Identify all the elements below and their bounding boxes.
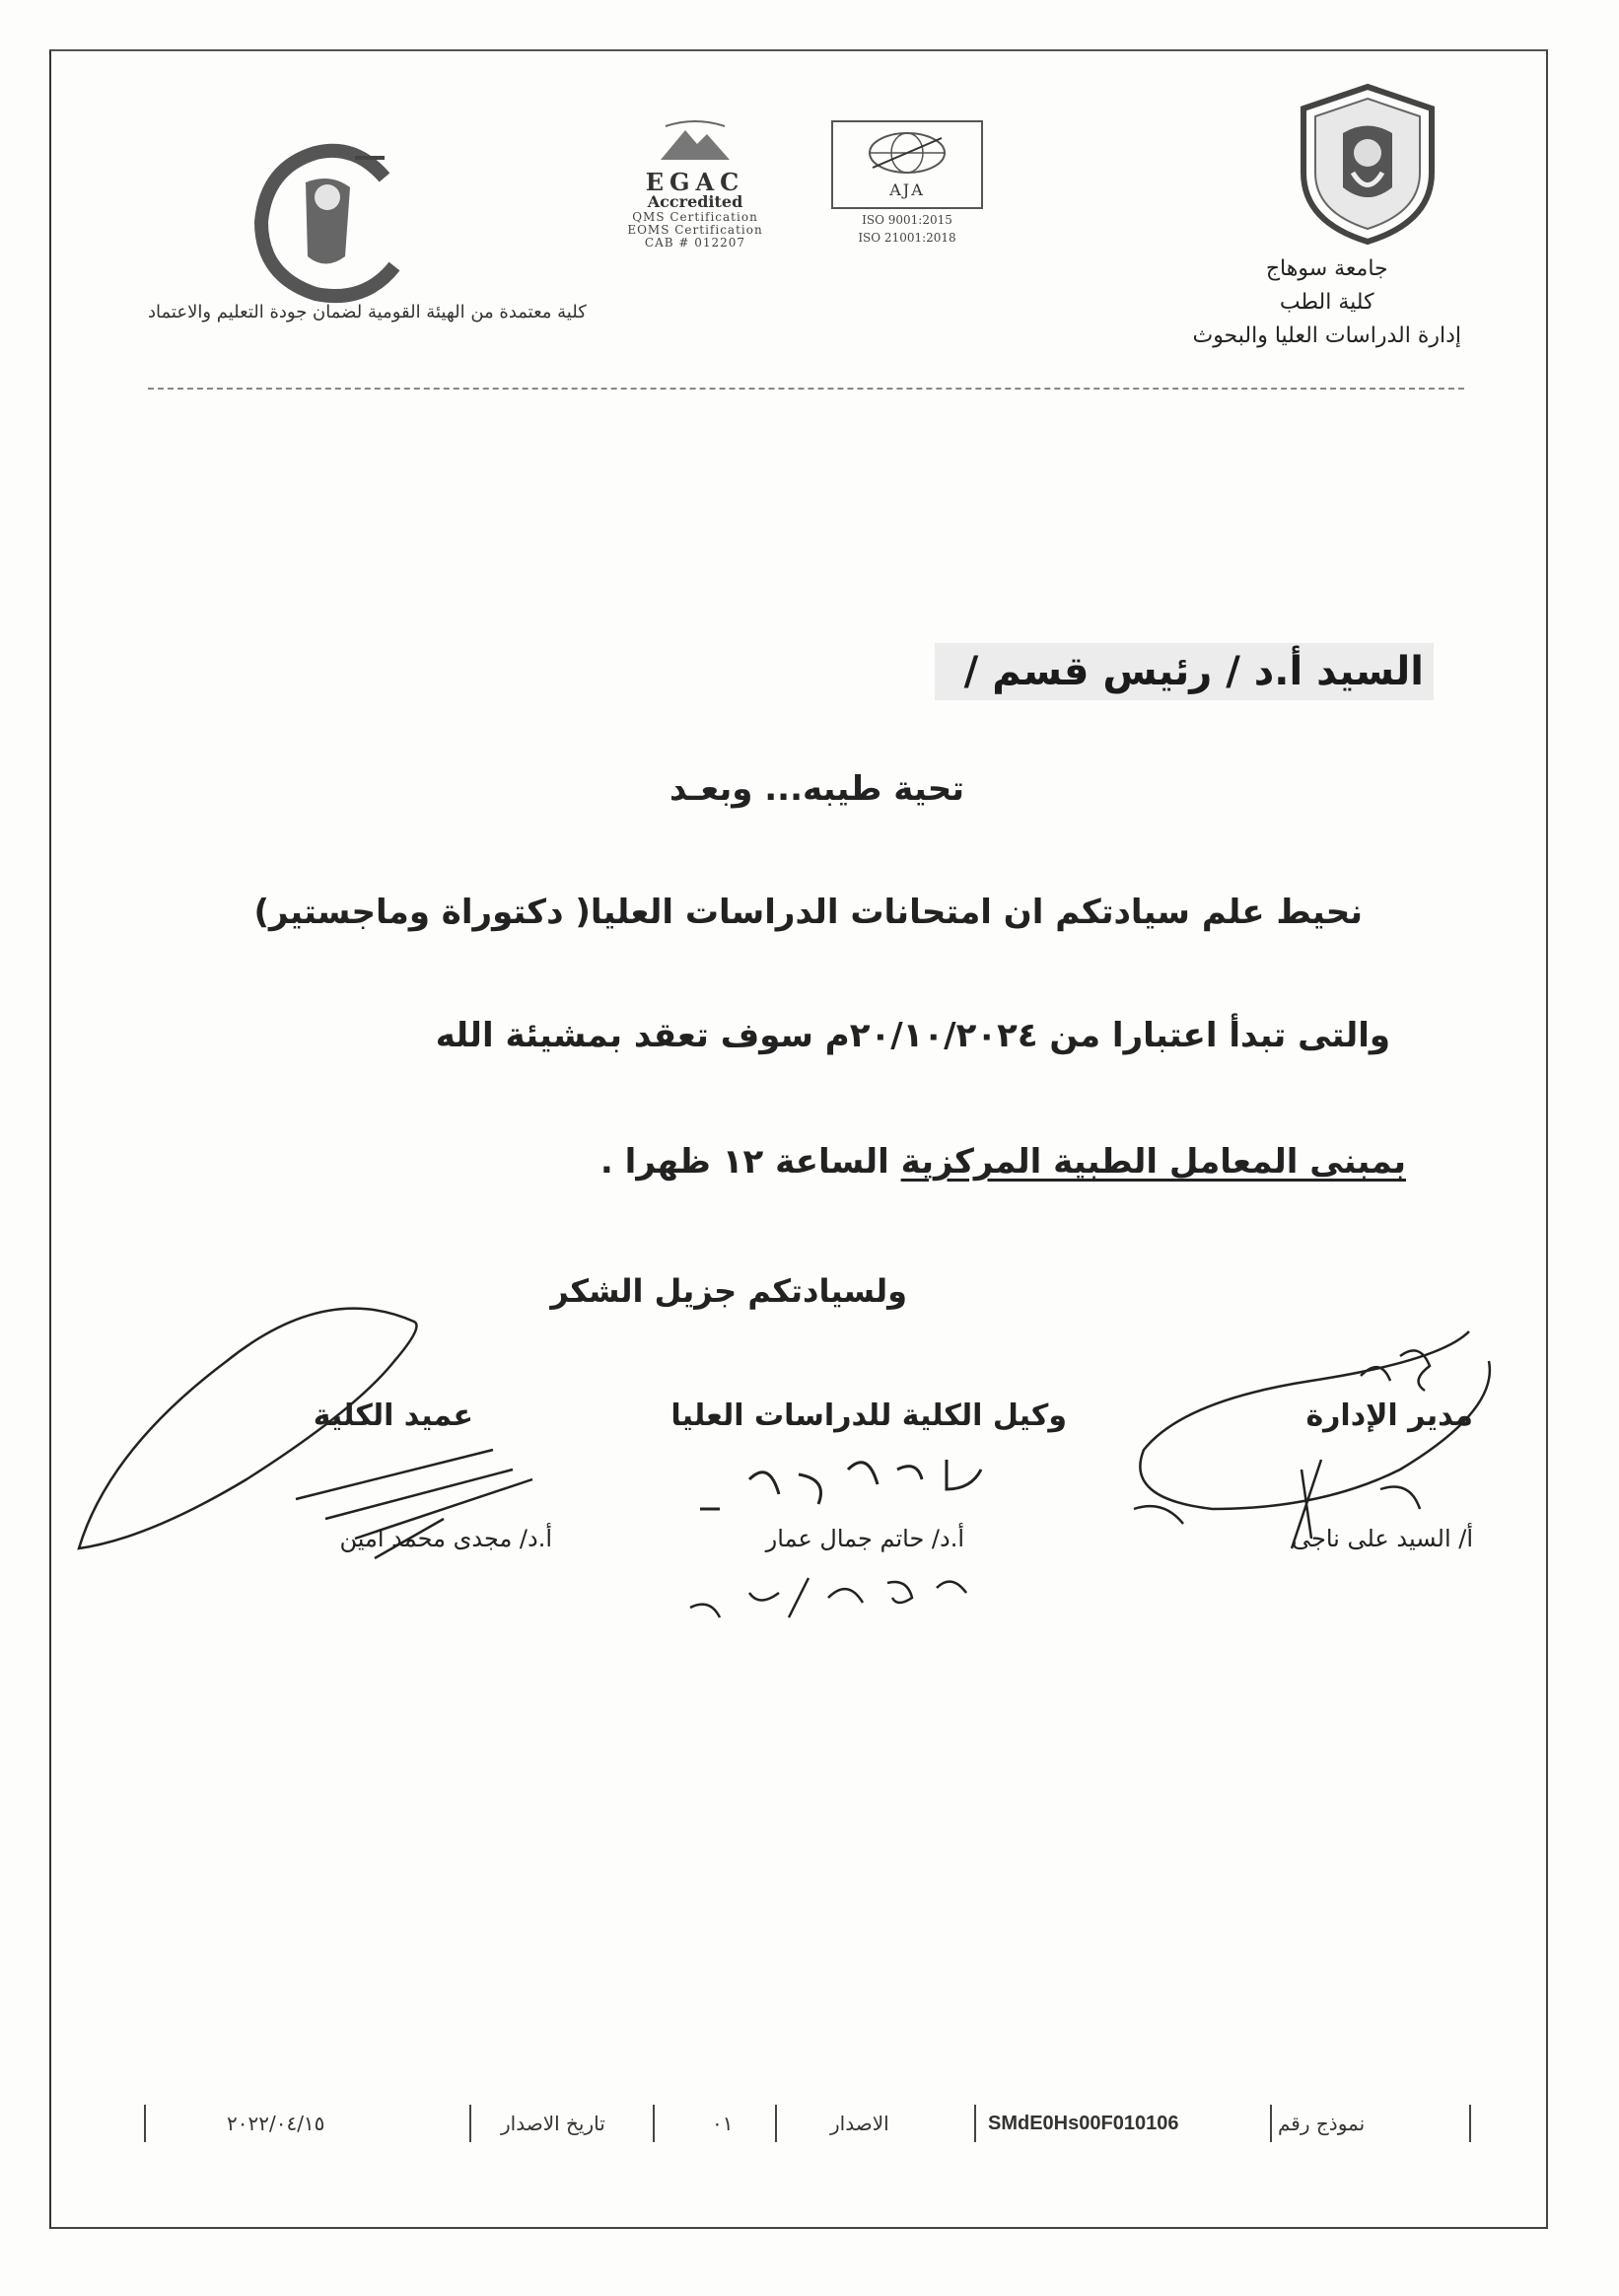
egac-accreditation-logo — [601, 120, 789, 250]
issue-date-label: تاريخ الاصدار — [501, 2112, 605, 2135]
addressee: السيد أ.د / رئيس قسم / — [935, 643, 1434, 700]
footer-separator — [1270, 2105, 1272, 2142]
body-line-1: نحيط علم سيادتكم ان امتحانات الدراسات العليا( دكتوراة وماجستير) — [253, 893, 1363, 932]
body-line-3 — [600, 1142, 1406, 1182]
signature-title-admin-director: مدير الإدارة — [1305, 1399, 1473, 1433]
globe-icon — [863, 128, 951, 178]
university-name: جامعة سوهاج — [1265, 256, 1388, 281]
signature-name-vice-dean: أ.د/ حاتم جمال عمار — [765, 1525, 964, 1552]
page-border — [49, 49, 1548, 2229]
signature-title-dean: عميد الكلية — [313, 1399, 473, 1433]
egac-mountain-icon — [656, 120, 735, 164]
faculty-of-medicine-logo — [237, 138, 414, 306]
aja-certification-logo — [828, 120, 986, 245]
thanks-line: ولسيادتكم جزيل الشكر — [550, 1272, 907, 1310]
institution-header — [1192, 252, 1461, 353]
signature-title-vice-dean: وكيل الكلية للدراسات العليا — [670, 1399, 1067, 1433]
issue-number-value: ٠١ — [712, 2112, 734, 2135]
footer-separator — [653, 2105, 655, 2142]
egac-line1: QMS Certification — [632, 210, 758, 224]
signature-name-admin-director: أ/ السيد على ناجى — [1292, 1525, 1473, 1552]
greeting: تحية طيبه... وبعـد — [669, 769, 964, 809]
aja-name: AJA — [889, 180, 925, 199]
footer-separator — [974, 2105, 976, 2142]
form-footer — [144, 2103, 1471, 2144]
egac-line2: EOMS Certification — [627, 223, 763, 237]
form-number-label: نموذج رقم — [1278, 2112, 1366, 2135]
body-line-2: والتى تبدأ اعتبارا من ٢٠/١٠/٢٠٢٤م سوف تعقد بمشيئة الله — [435, 1016, 1390, 1055]
form-code: SMdE0Hs00F010106 — [988, 2113, 1179, 2134]
egac-name: EGAC — [645, 168, 745, 196]
signature-name-dean: أ.د/ مجدى محمد امين — [339, 1525, 552, 1552]
accreditation-statement: كلية معتمدة من الهيئة القومية لضمان جودة التعليم والاعتماد — [148, 302, 587, 323]
department-name: إدارة الدراسات العليا والبحوث — [1192, 323, 1461, 348]
footer-separator — [1469, 2105, 1471, 2142]
issue-date-value: ٢٠٢٢/٠٤/١٥ — [227, 2112, 325, 2135]
location-underlined: بمبنى المعامل الطبية المركزية — [900, 1142, 1406, 1182]
footer-separator — [144, 2105, 146, 2142]
iso-21001: ISO 21001:2018 — [858, 231, 956, 245]
faculty-name: كلية الطب — [1279, 290, 1374, 315]
iso-9001: ISO 9001:2015 — [862, 213, 952, 227]
time-text: الساعة ١٢ ظهرا . — [599, 1142, 889, 1182]
sohag-university-crest — [1284, 79, 1451, 247]
egac-status: Accredited — [647, 192, 743, 211]
egac-line3: CAB # 012207 — [644, 236, 746, 250]
header-divider — [148, 388, 1464, 390]
footer-separator — [775, 2105, 777, 2142]
issue-label: الاصدار — [830, 2112, 889, 2135]
footer-separator — [469, 2105, 471, 2142]
